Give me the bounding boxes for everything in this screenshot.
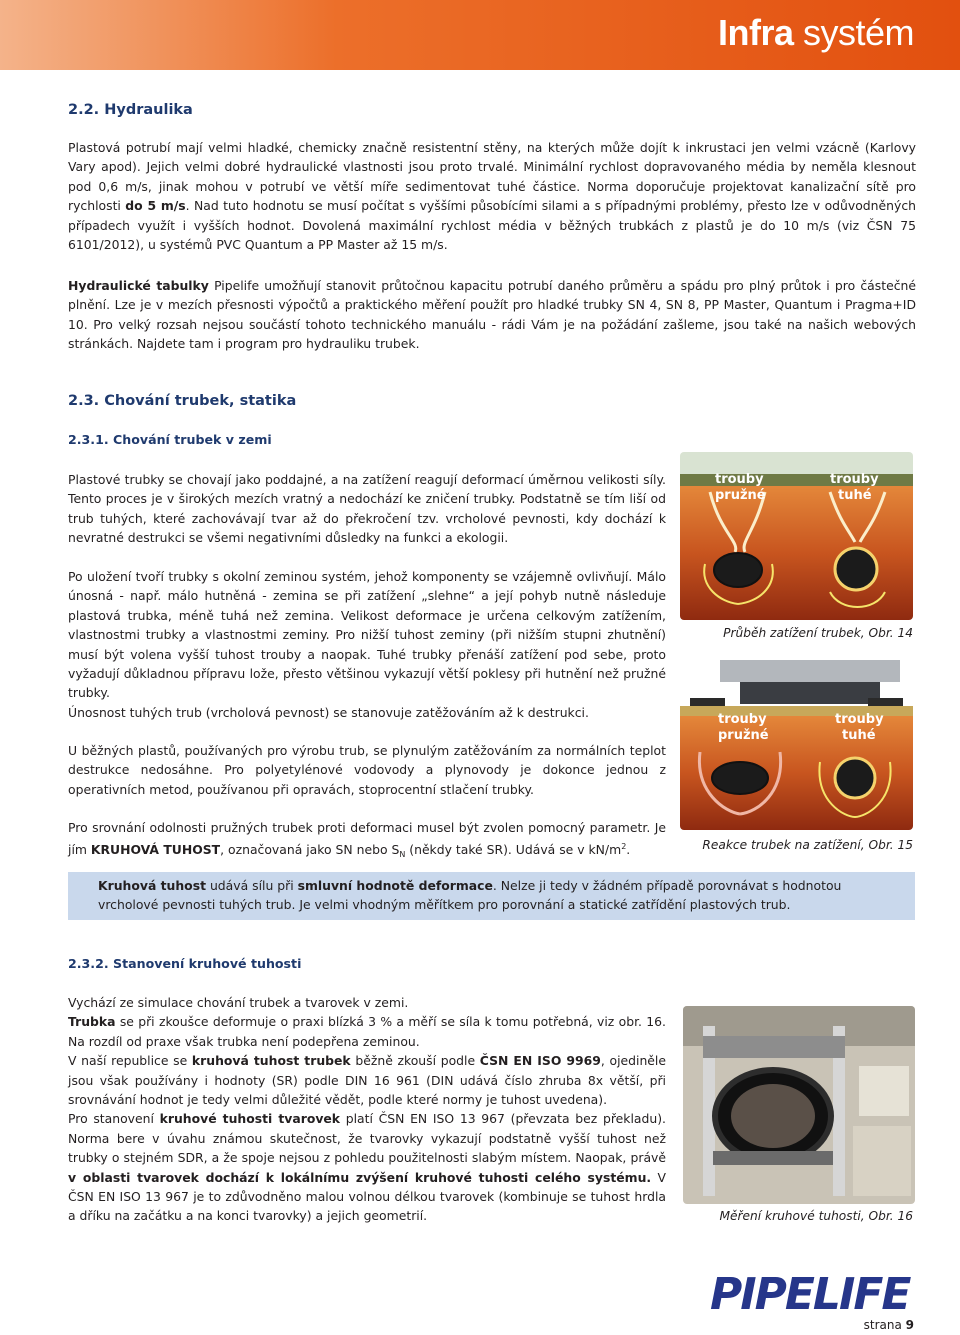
- chovani-paragraph-2: Po uložení tvoří trubky s okolní zeminou systém, jehož komponenty se vzájemně ovlivňují. Málo únosná - např. málo hutněná - zemina se při zatížení „slehne“ a její pohyb nutně následuje plastová trubka, méně tuhá než zemina. Velikost deformace je určena celkovým zatížením, vlastnostmi trubky a vlastnostmi zeminy. Pro nižší tuhost zeminy (při nižším stupni zhutnění) musí být volena vyšší tuhost trouby a naopak. Tuhé trubky přenáší zatížení pod sebe, proto vyžadují důkladnou přípravu lože, přesto většinou vykazují větší poklesy při hutnění než pružné trubky.: [68, 569, 666, 701]
- figure-15-caption: Reakce trubek na zatížení, Obr. 15: [702, 838, 913, 852]
- chovani-paragraph-3: Únosnost tuhých trub (vrcholová pevnost) se stanovuje zatěžováním až k destrukci.: [68, 705, 589, 720]
- figure-14-caption: Průběh zatížení trubek, Obr. 14: [723, 626, 913, 640]
- brand-light: systém: [793, 12, 914, 53]
- chovani-paragraph-5: Pro srovnání odolnosti pružných trubek proti deformaci musel být zvolen pomocný parametr. Je jím KRUHOVÁ TUHOST, označovaná jako SN nebo $S_N$ (někdy také SR). Udává se v $kN/m^2$.: [68, 820, 666, 860]
- figure-14-load-distribution: [680, 452, 913, 620]
- header-title: [718, 12, 914, 54]
- highlight-text: Kruhová tuhost udává sílu při smluvní hodnotě deformace. Nelze ji tedy v žádném případě porovnávat s hodnotou vrcholové pevnosti tuhých trub. Je velmi vhodným měřítkem pro porovnání a statické zatřídění plastových trub.: [98, 878, 842, 913]
- chovani-paragraph-1: Plastové trubky se chovají jako poddajné, a na zatížení reagují deformací úměrnou velikosti síly. Tento proces je v širokých mezích vratný a nedochází ke zničení trubky. Podstatně se tím liší od trub tuhých, které zachovávají tvar až do překročení tzv. vrcholové pevnosti, kdy dochází k nevratné destrukci se všemi negativními důsledky na funkci a ekologii.: [68, 472, 666, 546]
- fig14-label-left-2: pružné: [715, 488, 766, 503]
- fig14-label-left-1: trouby: [715, 472, 764, 487]
- section-heading-hydraulika: 2.2. Hydraulika: [68, 102, 193, 118]
- subsection-heading-stanoveni: 2.3.2. Stanovení kruhové tuhosti: [68, 956, 302, 971]
- figure-16-illustration: [683, 1006, 915, 1204]
- stanoveni-line-2: Trubka se při zkoušce deformuje o praxi blízká 3 % a měří se síla k tomu potřebná, viz obr. 16. Na rozdíl od praxe však trubka není podepřena zeminou.: [68, 1014, 666, 1049]
- figure-14-illustration: [680, 452, 913, 620]
- fig15-label-right-1: trouby: [835, 712, 884, 727]
- subsection-heading-chovani: 2.3.1. Chování trubek v zemi: [68, 432, 272, 447]
- hydraulika-paragraph-2: Hydraulické tabulky Pipelife umožňují stanovit průtočnou kapacitu potrubí daného průměru a spádu pro plný průtok i pro částečné plnění. Lze je v mezích přesnosti výpočtů a praktického měření použít pro hladké trubky SN 4, SN 8, PP Master, Quantum i Pragma+ID 10. Pro velký rozsah nejsou součástí tohoto technického manuálu - rádi Vám je na požádání zašleme, jsou také na našich webových stránkách. Najdete tam i program pro hydrauliku trubek.: [68, 278, 916, 352]
- stanoveni-line-1: Vychází ze simulace chování trubek a tvarovek v zemi.: [68, 995, 409, 1010]
- fig15-label-right-2: tuhé: [842, 728, 876, 743]
- fig15-label-left-2: pružné: [718, 728, 769, 743]
- stanoveni-paragraphs: [68, 993, 666, 1226]
- section-heading-statika: 2.3. Chování trubek, statika: [68, 393, 297, 409]
- stanoveni-line-4: Pro stanovení kruhové tuhosti tvarovek platí ČSN EN ISO 13 967 (převzata bez překladu). Norma bere v úvahu známou skutečnost, že tvarovky vykazují podstatně vyšší tuhost než trubky o stejném SDR, a že spoje nejsou z pohledu použitelnosti slabým místem. Naopak, právě v oblasti tvarovek dochází k lokálnímu zvýšení kruhové tuhosti celého systému. V ČSN EN ISO 13 967 je to zdůvodněno malou volnou délkou tvarovek (kombinuje se tuhost hrdla a dříku na začátku a na konci tvarovky) a jejich geometrií.: [68, 1111, 666, 1224]
- chovani-paragraph-4: U běžných plastů, používaných pro výrobu trub, se plynulým zatěžováním za normálních teplot destrukce nedosáhne. Pro polyetylénové vodovody a plynovody je dokonce jednou z operativních metod, používanou při opravách, stoprocentní stlačení trubky.: [68, 743, 666, 797]
- pipelife-logo-graphic: [710, 1265, 918, 1317]
- brand-bold: Infra: [717, 12, 794, 53]
- fig15-label-left-1: trouby: [718, 712, 767, 727]
- stanoveni-line-3: V naší republice se kruhová tuhost trubek běžně zkouší podle ČSN EN ISO 9969, ojediněle jsou však používány i hodnoty (SR) podle DIN 16 961 (DIN udává číslo zhruba 8x větší, při srovnávání hodnot je tedy velmi důležité vědět, podle které normy je tuhost uvedena).: [68, 1053, 666, 1108]
- figure-16-photo-test: [683, 1006, 915, 1204]
- figure-15-illustration: [680, 652, 913, 830]
- figure-15-load-reaction: [680, 652, 913, 830]
- svg-text:PIPELIFE: PIPELIFE: [710, 1269, 910, 1317]
- hydraulika-paragraph-1: Plastová potrubí mají velmi hladké, chemicky značně resistentní stěny, na kterých může dojít k inkrustaci jen velmi vzácně (Karlovy Vary apod). Jejich velmi dobré hydraulické vlastnosti jsou proto trvalé. Minimální rychlost dopravovaného média by neměla klesnout pod 0,6 m/s, jinak mohou v potrubí ve větší míře sedimentovat tuhé částice. Norma doporučuje projektovat kanalizační sítě pro rychlosti do 5 m/s. Nad tuto hodnotu se musí počítat s vyššími působícími silami a s případnými problémy, přesto lze v odůvodněných případech využít i vyšších hodnot. Dovolená maximální rychlost média v běžných trubkách z plastů je do 10 m/s (viz ČSN 75 6101/2012), u systémů PVC Quantum a PP Master až 15 m/s.: [68, 140, 916, 253]
- fig14-label-right-1: trouby: [830, 472, 879, 487]
- figure-16-caption: Měření kruhové tuhosti, Obr. 16: [719, 1209, 913, 1223]
- page-number: strana 9: [863, 1318, 914, 1332]
- fig14-label-right-2: tuhé: [838, 488, 872, 503]
